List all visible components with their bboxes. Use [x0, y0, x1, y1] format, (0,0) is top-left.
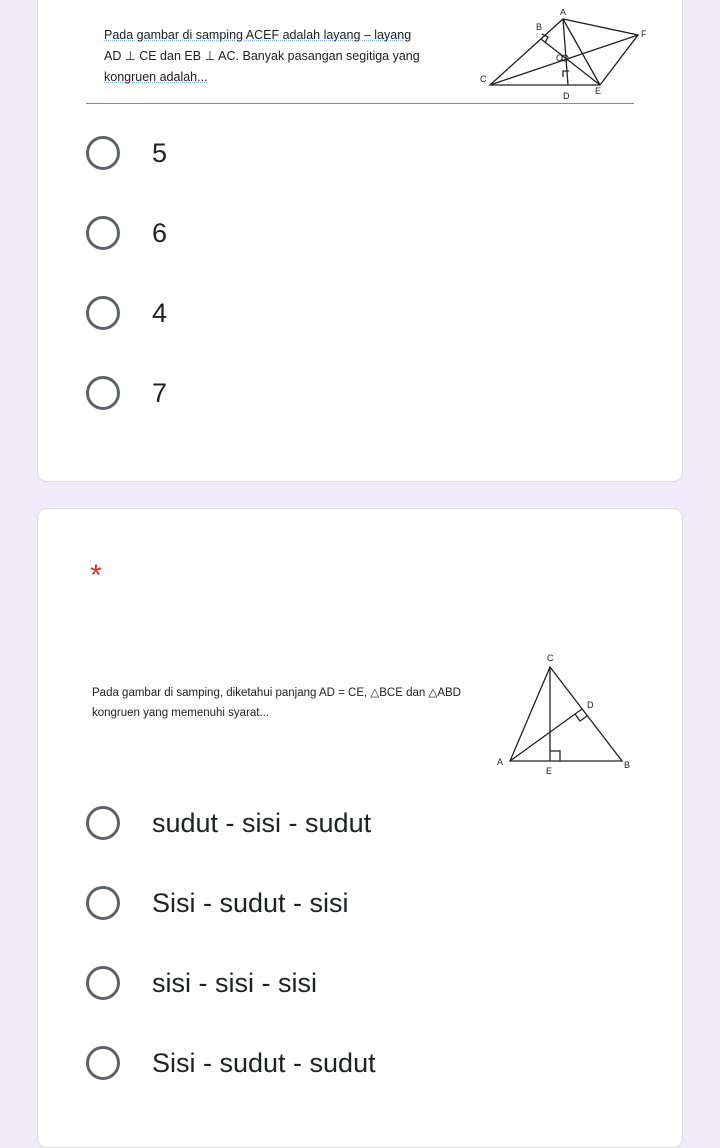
option-label: Sisi - sudut - sudut: [152, 1047, 376, 1078]
triangle-abc: [510, 667, 622, 761]
label-c: C: [480, 74, 487, 84]
radio-button[interactable]: [86, 376, 120, 410]
question-1-line-1: Pada gambar di samping ACEF adalah layang – layang: [104, 28, 412, 42]
segment-eb: [541, 39, 600, 85]
label-a: A: [497, 757, 504, 767]
option-6[interactable]: [86, 211, 167, 255]
question-1-line-3: kongruen adalah...: [104, 70, 208, 84]
label-e: E: [546, 766, 553, 776]
question-1-line-2: AD ⊥ CE dan EB ⊥ AC. Banyak pasangan segitiga yang: [104, 49, 420, 63]
kite-figure: [478, 9, 648, 109]
triangle-figure: [492, 651, 632, 776]
radio-button[interactable]: [86, 886, 120, 920]
option-label: sudut - sisi - sudut: [152, 807, 372, 838]
radio-button[interactable]: [86, 296, 120, 330]
question-card-1: [37, 0, 683, 482]
option-sudut-sisi-sudut[interactable]: [86, 801, 371, 845]
required-marker: *: [90, 559, 102, 592]
diagonal-cf: [490, 35, 638, 85]
question-divider: [86, 103, 634, 104]
question-card-2: [37, 508, 683, 1148]
radio-button[interactable]: [86, 966, 120, 1000]
radio-button[interactable]: [86, 136, 120, 170]
right-angle-d: [563, 71, 569, 77]
radio-button[interactable]: [86, 806, 120, 840]
label-f: F: [641, 29, 647, 39]
option-label: 7: [152, 377, 168, 408]
label-o: O: [556, 53, 564, 63]
question-2-line-2: kongruen yang memenuhi syarat...: [92, 707, 270, 719]
option-5[interactable]: [86, 131, 167, 175]
label-e: E: [595, 86, 602, 96]
label-b: B: [624, 760, 631, 770]
label-c: C: [547, 653, 554, 663]
question-1-text: [104, 25, 444, 88]
option-label: 5: [152, 137, 168, 168]
option-sisi-sudut-sisi[interactable]: [86, 881, 349, 925]
right-angle-d: [575, 714, 587, 721]
label-a: A: [560, 9, 567, 17]
segment-ad: [563, 19, 568, 85]
right-angle-b: [542, 34, 548, 43]
label-d: D: [587, 700, 594, 710]
option-label: 6: [152, 217, 168, 248]
option-4[interactable]: [86, 291, 167, 335]
question-2-text: [92, 683, 482, 723]
option-sisi-sudut-sudut[interactable]: [86, 1041, 376, 1085]
right-angle-e: [550, 751, 560, 761]
diagonal-ae: [563, 19, 600, 85]
option-label: Sisi - sudut - sisi: [152, 887, 349, 918]
question-2-line-1: Pada gambar di samping, diketahui panjang AD = CE, △BCE dan △ABD: [92, 687, 461, 699]
label-d: D: [563, 91, 570, 101]
option-label: sisi - sisi - sisi: [152, 967, 317, 998]
option-sisi-sisi-sisi[interactable]: [86, 961, 317, 1005]
option-label: 4: [152, 297, 168, 328]
label-b: B: [536, 22, 543, 32]
radio-button[interactable]: [86, 216, 120, 250]
radio-button[interactable]: [86, 1046, 120, 1080]
option-7[interactable]: [86, 371, 167, 415]
